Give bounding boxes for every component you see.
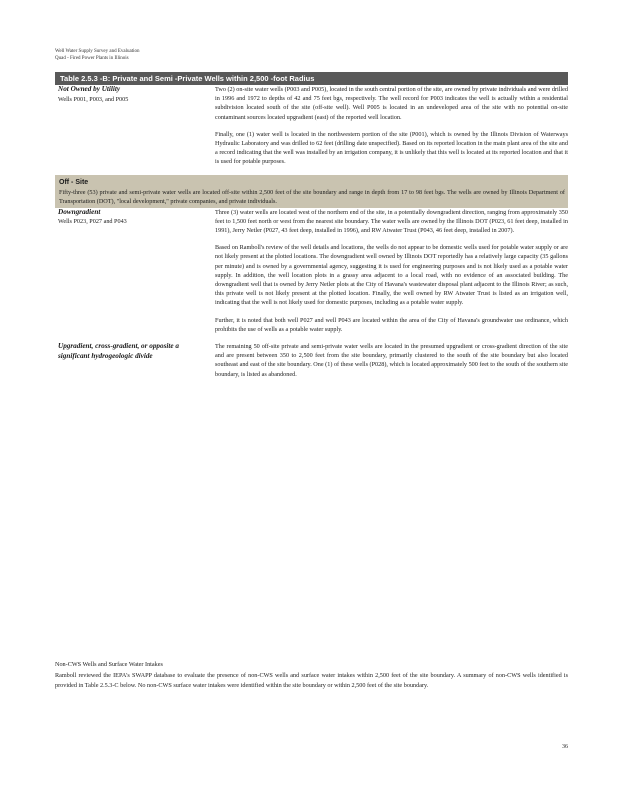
paragraph: Finally, one (1) water well is located in the northwestern portion of the site (P001), which is owned by the Illinois Division of Waterways Hydraulic Laboratory and was drilled to 62 feet (drilling date unspecified). Based on its reported location in the main plant area of the site and a record indicating that the well was installed by an irrigation company, it is unlikely that this well is located at its reported location and that it is used for potable purposes. <box>215 130 568 166</box>
offsite-section-title: Off - Site <box>59 178 89 186</box>
row-heading-downgradient: Downgradient <box>58 207 101 216</box>
paragraph: The remaining 50 off-site private and semi-private water wells are located in the presumed upgradient or cross-gradient direction of the site and are present between 350 to 2,500 feet from the site boundary, primarily clustered to the south of the site boundary but also located southeast and east of the site boundary. One (1) of these wells (P028), which is located approximately 500 feet to the south of the southern site boundary, is listed as abandoned. <box>215 343 568 378</box>
header-line-1: Well Water Supply Survey and Evaluation <box>55 49 140 54</box>
row-wells-not-owned: Wells P001, P003, and P005 <box>58 95 129 103</box>
table-row-downgradient <box>55 208 568 342</box>
row-description-cell <box>212 342 568 387</box>
row-description-cell <box>212 85 568 175</box>
section-paragraph: Ramboll reviewed the IEPA's SWAPP database to evaluate the presence of non-CWS wells and surface water intakes within 2,500 feet of the site boundary. A summary of non-CWS wells identified is provided in Table 2.5.3-C below. No non-CWS surface water intakes were identified within the site boundary or within 2,500 feet of the site boundary. <box>55 671 568 689</box>
row-wells-downgradient: Wells P023, P027 and P043 <box>58 218 127 226</box>
row-label-cell <box>55 85 212 175</box>
row-label-cell <box>55 342 212 387</box>
table-row-upgradient <box>55 342 568 387</box>
page-number: 36 <box>562 744 568 750</box>
paragraph: Three (3) water wells are located west of the northern end of the site, in a potentially downgradient direction, ranging from approximately 350 feet to 1,500 feet north or west from the nearest site boundary. The water wells are owned by the Illinois DOT (P023, 61 feet deep, installed in 1991), Jerry Netler (P027, 43 feet deep, installed in 1996), and RW Atwater Trust (P043, 46 feet deep, installed in 2007). <box>215 208 568 235</box>
document-header <box>55 48 140 62</box>
row-label-cell <box>55 208 212 342</box>
table-row-not-owned <box>55 85 568 175</box>
offsite-section-text: Fifty-three (53) private and semi-private water wells are located off-site within 2,500 feet of the site boundary and range in depth from 17 to 98 feet bgs. The wells are owned by Illinois Department of Transportation (DOT), "local development," private companies, and private individuals. <box>59 188 565 205</box>
paragraph: Based on Ramboll's review of the well details and locations, the wells do not appear to be domestic wells used for potable water supply or are not likely present at the plotted locations. The downgradient well owned by Illinois DOT reportedly has a relatively large capacity (35 gallons per minute) and is owned by a governmental agency, suggesting it is used for engineering purposes and is not likely used as a potable water supply. In addition, the well location plots in a grassy area adjacent to a local road, with no evidence of an associated building. The downgradient well that is owned by Jerry Netler plots at the City of Havana's wastewater disposal plant adjacent to the Illinois River; as such, this private well is not likely present at the plotted location. Finally, the well owned by RW Atwater Trust is listed as an irrigation well, indicating that the well is not likely used for domestic purposes, including as a potable water supply. <box>215 244 568 307</box>
table-title: Table 2.5.3 -B: Private and Semi -Private Wells within 2,500 -foot Radius <box>55 72 568 85</box>
header-line-2: Quad - Fired Power Plants in Illinois <box>55 56 129 61</box>
row-heading-not-owned: Not Owned by Utility <box>58 85 121 93</box>
row-description-cell <box>212 208 568 342</box>
paragraph: Two (2) on-site water wells (P003 and P005), located in the south central portion of the site, are owned by private individuals and were drilled in 1996 and 1972 to depths of 42 and 75 feet bgs, respectively. The well record for P003 indicates the well is actually within a residential subdivision located south of the site (off-site well). Well P005 is located in an undeveloped area of the site with no potential on-site contaminant sources located upgradient (east) of the reported well location. <box>215 86 568 121</box>
paragraph: Further, it is noted that both well P027 and well P043 are located within the area of the City of Havana's groundwater use ordinance, which prohibits the use of wells as a potable water supply. <box>215 316 568 333</box>
section-heading: Non-CWS Wells and Surface Water Intakes <box>55 661 163 668</box>
wells-table <box>55 72 568 387</box>
row-heading-upgradient: Upgradient, cross-gradient, or opposite a significant hydrogeologic divide <box>58 342 179 360</box>
offsite-section-band <box>55 175 568 208</box>
body-section <box>55 660 568 692</box>
